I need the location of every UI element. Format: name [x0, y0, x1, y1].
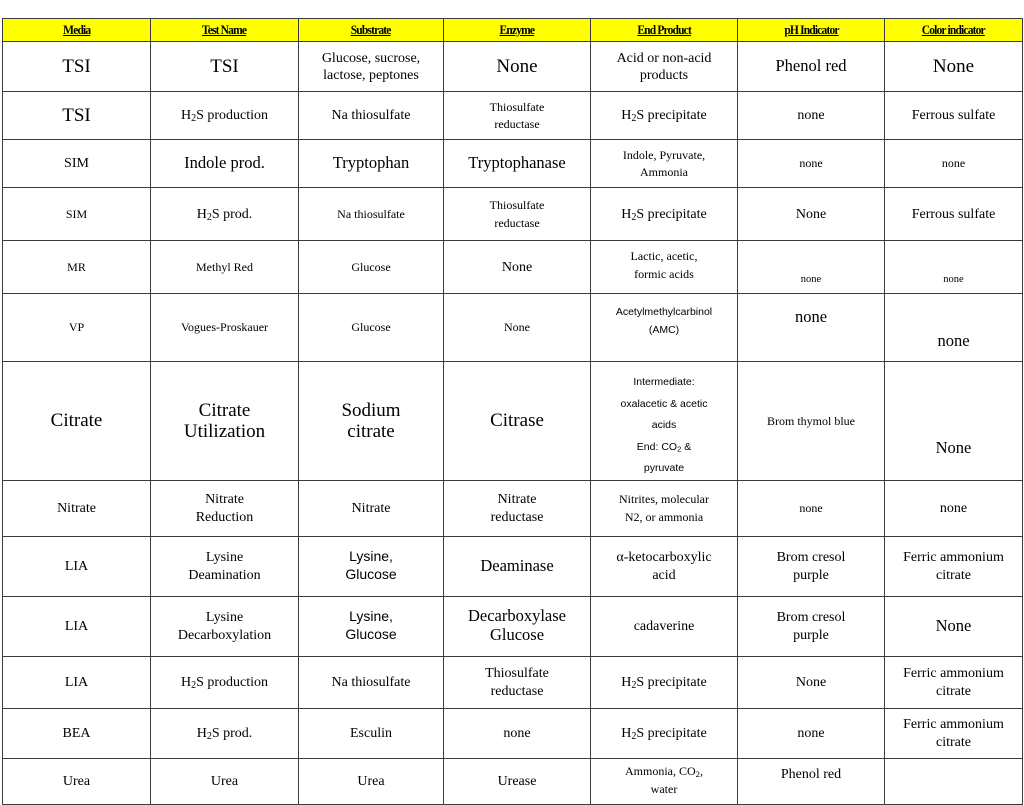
- header-label: Substrate: [351, 23, 391, 37]
- cell-end-product: Ammonia, $CO_2$, water: [591, 758, 738, 804]
- cell-test-name: Lysine Deamination: [151, 536, 299, 596]
- cell-substrate: Nitrate: [299, 480, 444, 536]
- cell-end-product: Indole, Pyruvate, Ammonia: [591, 139, 738, 187]
- cell-color-indicator: None: [885, 41, 1023, 91]
- table-header-row: [3, 19, 1023, 42]
- cell-color-indicator: Ferric ammonium citrate: [885, 656, 1023, 708]
- cell-media: Citrate: [3, 361, 151, 480]
- cell-end-product: cadaverine: [591, 596, 738, 656]
- table-row: [3, 656, 1023, 708]
- cell-test-name: Indole prod.: [151, 139, 299, 187]
- cell-media: LIA: [3, 656, 151, 708]
- cell-enzyme: Thiosulfate reductase: [444, 656, 591, 708]
- cell-test-name: Nitrate Reduction: [151, 480, 299, 536]
- cell-ph-indicator: none: [738, 708, 885, 758]
- table-row: [3, 91, 1023, 139]
- header-label: Test Name: [202, 23, 247, 37]
- cell-color-indicator: none: [885, 240, 1023, 293]
- cell-ph-indicator: none: [738, 293, 885, 361]
- cell-end-product: Acetylmethylcarbinol (AMC): [591, 293, 738, 361]
- cell-end-product: $H_2S$ precipitate: [591, 656, 738, 708]
- cell-ph-indicator: none: [738, 480, 885, 536]
- cell-ph-indicator: none: [738, 139, 885, 187]
- cell-color-indicator: Ferric ammonium citrate: [885, 536, 1023, 596]
- header-label: Media: [62, 23, 91, 37]
- cell-end-product: Acid or non-acid products: [591, 41, 738, 91]
- table-row: [3, 187, 1023, 240]
- cell-substrate: Esculin: [299, 708, 444, 758]
- cell-media: SIM: [3, 139, 151, 187]
- cell-test-name: Citrate Utilization: [151, 361, 299, 480]
- table-row: [3, 240, 1023, 293]
- cell-ph-indicator: None: [738, 656, 885, 708]
- cell-ph-indicator: none: [738, 240, 885, 293]
- cell-media: TSI: [3, 41, 151, 91]
- cell-color-indicator: [885, 758, 1023, 804]
- cell-substrate: Urea: [299, 758, 444, 804]
- column-header-color-indicator: [885, 19, 1023, 42]
- cell-end-product: $H_2S$ precipitate: [591, 187, 738, 240]
- cell-ph-indicator: Brom cresol purple: [738, 536, 885, 596]
- cell-enzyme: Nitrate reductase: [444, 480, 591, 536]
- cell-enzyme: Thiosulfate reductase: [444, 187, 591, 240]
- cell-substrate: Na thiosulfate: [299, 656, 444, 708]
- cell-ph-indicator: Phenol red: [738, 758, 885, 804]
- cell-color-indicator: none: [885, 139, 1023, 187]
- cell-substrate: Sodium citrate: [299, 361, 444, 480]
- cell-end-product: Intermediate: oxalacetic & acetic acids End: $CO_2$ & pyruvate: [591, 361, 738, 480]
- cell-ph-indicator: Brom thymol blue: [738, 361, 885, 480]
- header-label: Color indicator: [921, 23, 986, 37]
- cell-test-name: Urea: [151, 758, 299, 804]
- cell-end-product: Lactic, acetic, formic acids: [591, 240, 738, 293]
- cell-test-name: $H_2S$ prod.: [151, 708, 299, 758]
- table-row: [3, 361, 1023, 480]
- cell-enzyme: None: [444, 240, 591, 293]
- cell-color-indicator: None: [885, 596, 1023, 656]
- table-row: [3, 596, 1023, 656]
- cell-ph-indicator: Brom cresol purple: [738, 596, 885, 656]
- cell-substrate: Glucose: [299, 293, 444, 361]
- cell-media: SIM: [3, 187, 151, 240]
- biochemical-tests-table: [2, 18, 1023, 805]
- cell-media: LIA: [3, 536, 151, 596]
- cell-enzyme: Decarboxylase Glucose: [444, 596, 591, 656]
- header-label: Enzyme: [499, 23, 535, 37]
- cell-substrate: Na thiosulfate: [299, 91, 444, 139]
- cell-substrate: Glucose, sucrose, lactose, peptones: [299, 41, 444, 91]
- cell-media: VP: [3, 293, 151, 361]
- cell-substrate: Glucose: [299, 240, 444, 293]
- cell-color-indicator: Ferric ammonium citrate: [885, 708, 1023, 758]
- cell-ph-indicator: Phenol red: [738, 41, 885, 91]
- table-row: [3, 708, 1023, 758]
- cell-test-name: Lysine Decarboxylation: [151, 596, 299, 656]
- header-label: End Product: [637, 23, 691, 37]
- cell-color-indicator: None: [885, 361, 1023, 480]
- cell-test-name: $H_2S$ production: [151, 656, 299, 708]
- cell-test-name: $H_2S$ prod.: [151, 187, 299, 240]
- column-header-end-product: [591, 19, 738, 42]
- cell-enzyme: Deaminase: [444, 536, 591, 596]
- header-label: pH Indicator: [783, 23, 839, 37]
- table-row: [3, 758, 1023, 804]
- table-row: [3, 480, 1023, 536]
- cell-substrate: Na thiosulfate: [299, 187, 444, 240]
- cell-enzyme: Urease: [444, 758, 591, 804]
- cell-test-name: $H_2S$ production: [151, 91, 299, 139]
- cell-enzyme: none: [444, 708, 591, 758]
- cell-media: BEA: [3, 708, 151, 758]
- column-header-media: [3, 19, 151, 42]
- cell-media: LIA: [3, 596, 151, 656]
- table-row: [3, 293, 1023, 361]
- cell-media: Urea: [3, 758, 151, 804]
- cell-test-name: Methyl Red: [151, 240, 299, 293]
- cell-end-product: Nitrites, molecular N2, or ammonia: [591, 480, 738, 536]
- cell-end-product: α-ketocarboxylic acid: [591, 536, 738, 596]
- column-header-ph-indicator: [738, 19, 885, 42]
- cell-media: TSI: [3, 91, 151, 139]
- cell-substrate: Lysine, Glucose: [299, 596, 444, 656]
- cell-color-indicator: none: [885, 480, 1023, 536]
- cell-color-indicator: none: [885, 293, 1023, 361]
- cell-media: MR: [3, 240, 151, 293]
- cell-enzyme: None: [444, 293, 591, 361]
- cell-substrate: Tryptophan: [299, 139, 444, 187]
- cell-end-product: $H_2S$ precipitate: [591, 708, 738, 758]
- table-row: [3, 41, 1023, 91]
- cell-ph-indicator: None: [738, 187, 885, 240]
- cell-color-indicator: Ferrous sulfate: [885, 187, 1023, 240]
- cell-color-indicator: Ferrous sulfate: [885, 91, 1023, 139]
- cell-test-name: Vogues-Proskauer: [151, 293, 299, 361]
- column-header-substrate: [299, 19, 444, 42]
- cell-enzyme: None: [444, 41, 591, 91]
- column-header-test-name: [151, 19, 299, 42]
- table-row: [3, 536, 1023, 596]
- cell-media: Nitrate: [3, 480, 151, 536]
- column-header-enzyme: [444, 19, 591, 42]
- table-row: [3, 139, 1023, 187]
- cell-enzyme: Citrase: [444, 361, 591, 480]
- cell-end-product: $H_2S$ precipitate: [591, 91, 738, 139]
- cell-ph-indicator: none: [738, 91, 885, 139]
- cell-substrate: Lysine, Glucose: [299, 536, 444, 596]
- cell-enzyme: Tryptophanase: [444, 139, 591, 187]
- cell-enzyme: Thiosulfate reductase: [444, 91, 591, 139]
- cell-test-name: TSI: [151, 41, 299, 91]
